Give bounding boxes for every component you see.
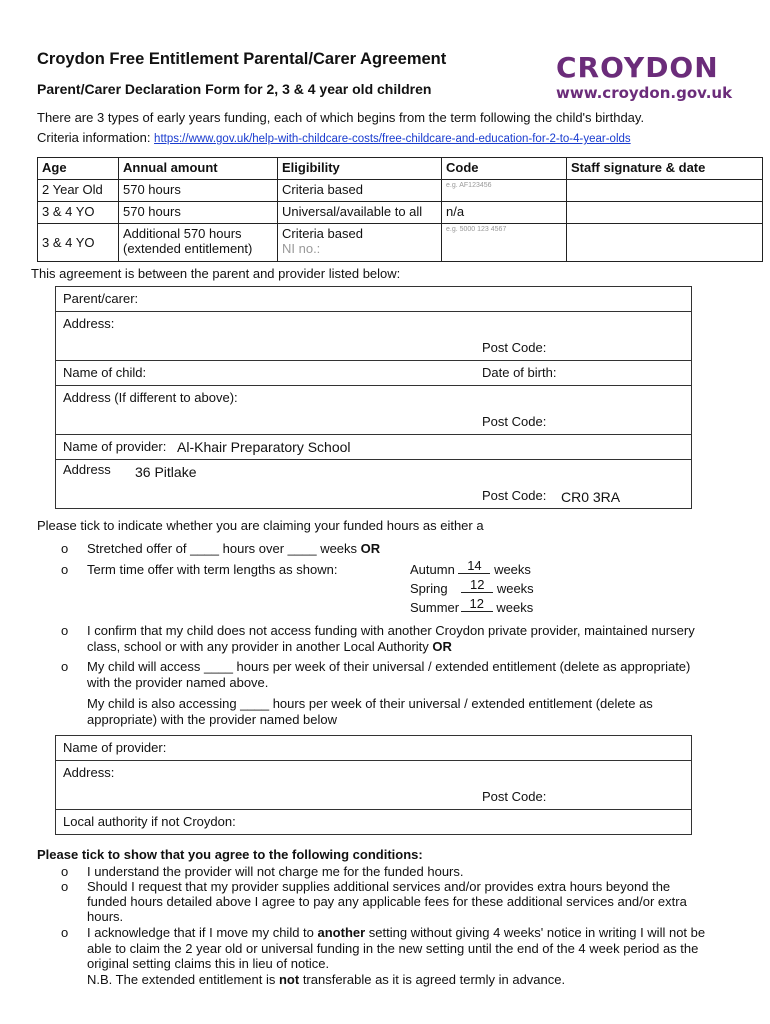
postcode-label: Post Code:	[482, 340, 547, 355]
parent-carer-row[interactable]	[56, 287, 691, 312]
cell-age: 2 Year Old	[38, 180, 119, 202]
other-provider-label: Name of provider:	[63, 740, 167, 755]
nb-post: transferable as it is agreed termly in advance.	[299, 971, 566, 987]
confirm-text: I confirm that my child does not access funding with another Croydon private provider, maintained nursery class, school or with any provider in another Local Authority	[87, 623, 695, 654]
ni-number-field[interactable]: NI no.:	[282, 241, 321, 256]
checkbox-circle-icon[interactable]: o	[61, 879, 69, 894]
provider-address-label: Address	[63, 462, 111, 477]
criteria-label: Criteria information:	[37, 130, 155, 145]
local-authority-row[interactable]	[56, 810, 691, 834]
condition-1-text: I understand the provider will not charge me for the funded hours.	[87, 864, 464, 879]
cell-staff-signature[interactable]	[567, 202, 763, 224]
eligibility-text: Criteria based	[282, 226, 363, 241]
address-label: Address:	[63, 316, 115, 331]
term-unit: weeks	[496, 600, 534, 615]
provider-postcode-row[interactable]	[56, 484, 691, 508]
cell-age: 3 & 4 YO	[38, 202, 119, 224]
term-weeks-input[interactable]: 12	[461, 596, 493, 612]
checkbox-circle-icon[interactable]: o	[61, 864, 69, 879]
other-provider-box	[55, 735, 692, 835]
cell-staff-signature[interactable]	[567, 224, 763, 262]
alt-postcode-label: Post Code:	[482, 414, 547, 429]
local-authority-label: Local authority if not Croydon:	[63, 814, 236, 829]
code-hint: e.g. 5000 123 4567	[446, 226, 507, 233]
nb-pre: N.B. The extended entitlement is	[87, 971, 279, 987]
checkbox-circle-icon[interactable]: o	[61, 623, 69, 638]
term-time-text: Term time offer with term lengths as shown:	[87, 562, 338, 577]
condition-3-pre: I acknowledge that if I move my child to	[87, 925, 318, 940]
provider-value[interactable]: Al-Khair Preparatory School	[177, 439, 351, 455]
logo-url: www.croydon.gov.uk	[556, 84, 733, 102]
header-eligibility: Eligibility	[278, 158, 442, 180]
cell-amount: Additional 570 hours (extended entitlement)	[119, 224, 278, 262]
cell-amount: 570 hours	[119, 202, 278, 224]
other-address-row[interactable]	[56, 761, 691, 785]
term-spring	[410, 577, 534, 597]
criteria-line	[37, 130, 631, 145]
checkbox-circle-icon[interactable]: o	[61, 925, 69, 940]
criteria-link[interactable]: https://www.gov.uk/help-with-childcare-costs/free-childcare-and-education-for-2-to-4-year-olds	[154, 133, 631, 145]
parent-provider-box	[55, 286, 692, 509]
stretched-offer-text: Stretched offer of ____ hours over ____ weeks	[87, 541, 361, 556]
also-accessing-text: My child is also accessing ____ hours per week of their universal / extended entitlement (delete as appropriate) with the provider named below	[87, 696, 653, 727]
alt-address-row[interactable]	[56, 386, 691, 410]
provider-label: Name of provider:	[63, 439, 167, 454]
address-row[interactable]	[56, 312, 691, 336]
term-name: Autumn	[410, 562, 455, 577]
form-subtitle: Parent/Carer Declaration Form for 2, 3 & 4 year old children	[37, 81, 432, 97]
access-text: My child will access ____ hours per week of their universal / extended entitlement (delete as appropriate) with the provider named above.	[87, 659, 691, 690]
child-row[interactable]	[56, 361, 691, 386]
table-header-row	[38, 158, 763, 180]
cell-code-input[interactable]	[442, 180, 567, 202]
provider-postcode-label: Post Code:	[482, 488, 547, 503]
croydon-logo	[556, 51, 733, 102]
parent-carer-label: Parent/carer:	[63, 291, 139, 306]
stretched-offer-or: OR	[360, 541, 381, 556]
other-postcode-label: Post Code:	[482, 789, 547, 804]
cell-staff-signature[interactable]	[567, 180, 763, 202]
dob-label: Date of birth:	[482, 365, 557, 380]
cell-code-input[interactable]	[442, 224, 567, 262]
cell-code: n/a	[442, 202, 567, 224]
confirm-or: OR	[432, 639, 452, 654]
intro-text: There are 3 types of early years funding, each of which begins from the term following the child's birthday.	[37, 110, 645, 125]
provider-row[interactable]	[56, 435, 691, 460]
alt-address-label: Address (If different to above):	[63, 390, 238, 405]
cell-eligibility: Universal/available to all	[278, 202, 442, 224]
condition-3-post: setting without giving 4 weeks' notice in writing I will not be able to claim the 2 year old or universal funding in the new setting until the end of the 4 week period as the original setting claims this in lieu of notice.	[87, 925, 706, 971]
header-staff-signature: Staff signature & date	[567, 158, 763, 180]
checkbox-circle-icon[interactable]: o	[61, 562, 69, 577]
provider-address-row[interactable]	[56, 460, 691, 484]
agreement-intro: This agreement is between the parent and provider listed below:	[31, 266, 401, 281]
provider-address-value[interactable]: 36 Pitlake	[135, 464, 197, 480]
other-postcode-row[interactable]	[56, 785, 691, 810]
term-weeks-input[interactable]: 14	[458, 558, 490, 574]
table-row	[38, 224, 763, 262]
term-unit: weeks	[494, 562, 531, 577]
condition-3-bold: another	[317, 925, 366, 940]
header-amount: Annual amount	[119, 158, 278, 180]
cell-eligibility	[278, 224, 442, 262]
provider-postcode-value[interactable]: CR0 3RA	[561, 489, 621, 505]
term-name: Summer	[410, 600, 460, 615]
postcode-row[interactable]	[56, 336, 691, 361]
table-row	[38, 180, 763, 202]
code-hint: e.g. AF123456	[446, 182, 492, 189]
cell-age: 3 & 4 YO	[38, 224, 119, 262]
nb-bold: not	[278, 971, 300, 987]
term-name: Spring	[410, 581, 448, 596]
alt-postcode-row[interactable]	[56, 410, 691, 435]
conditions-heading: Please tick to show that you agree to the following conditions:	[37, 847, 423, 862]
header-age: Age	[38, 158, 119, 180]
logo-wordmark: CROYDON	[556, 51, 719, 84]
term-unit: weeks	[496, 581, 534, 596]
header-code: Code	[442, 158, 567, 180]
checkbox-circle-icon[interactable]: o	[61, 659, 69, 674]
term-autumn	[410, 558, 531, 578]
tick-intro: Please tick to indicate whether you are claiming your funded hours as either a	[37, 518, 484, 533]
cell-eligibility: Criteria based	[278, 180, 442, 202]
condition-2-text: Should I request that my provider supplies additional services and/or provides extra hours beyond the funded hours detailed above I agree to pay any applicable fees for these additional services and/or extra hours.	[87, 879, 687, 924]
other-address-label: Address:	[63, 765, 115, 780]
table-row	[38, 202, 763, 224]
funding-table	[37, 157, 763, 262]
checkbox-circle-icon[interactable]: o	[61, 541, 69, 556]
term-weeks-input[interactable]: 12	[461, 577, 493, 593]
cell-amount: 570 hours	[119, 180, 278, 202]
other-provider-row[interactable]	[56, 736, 691, 761]
child-name-label: Name of child:	[63, 365, 147, 380]
term-summer	[410, 596, 534, 616]
form-title: Croydon Free Entitlement Parental/Carer Agreement	[37, 50, 447, 68]
